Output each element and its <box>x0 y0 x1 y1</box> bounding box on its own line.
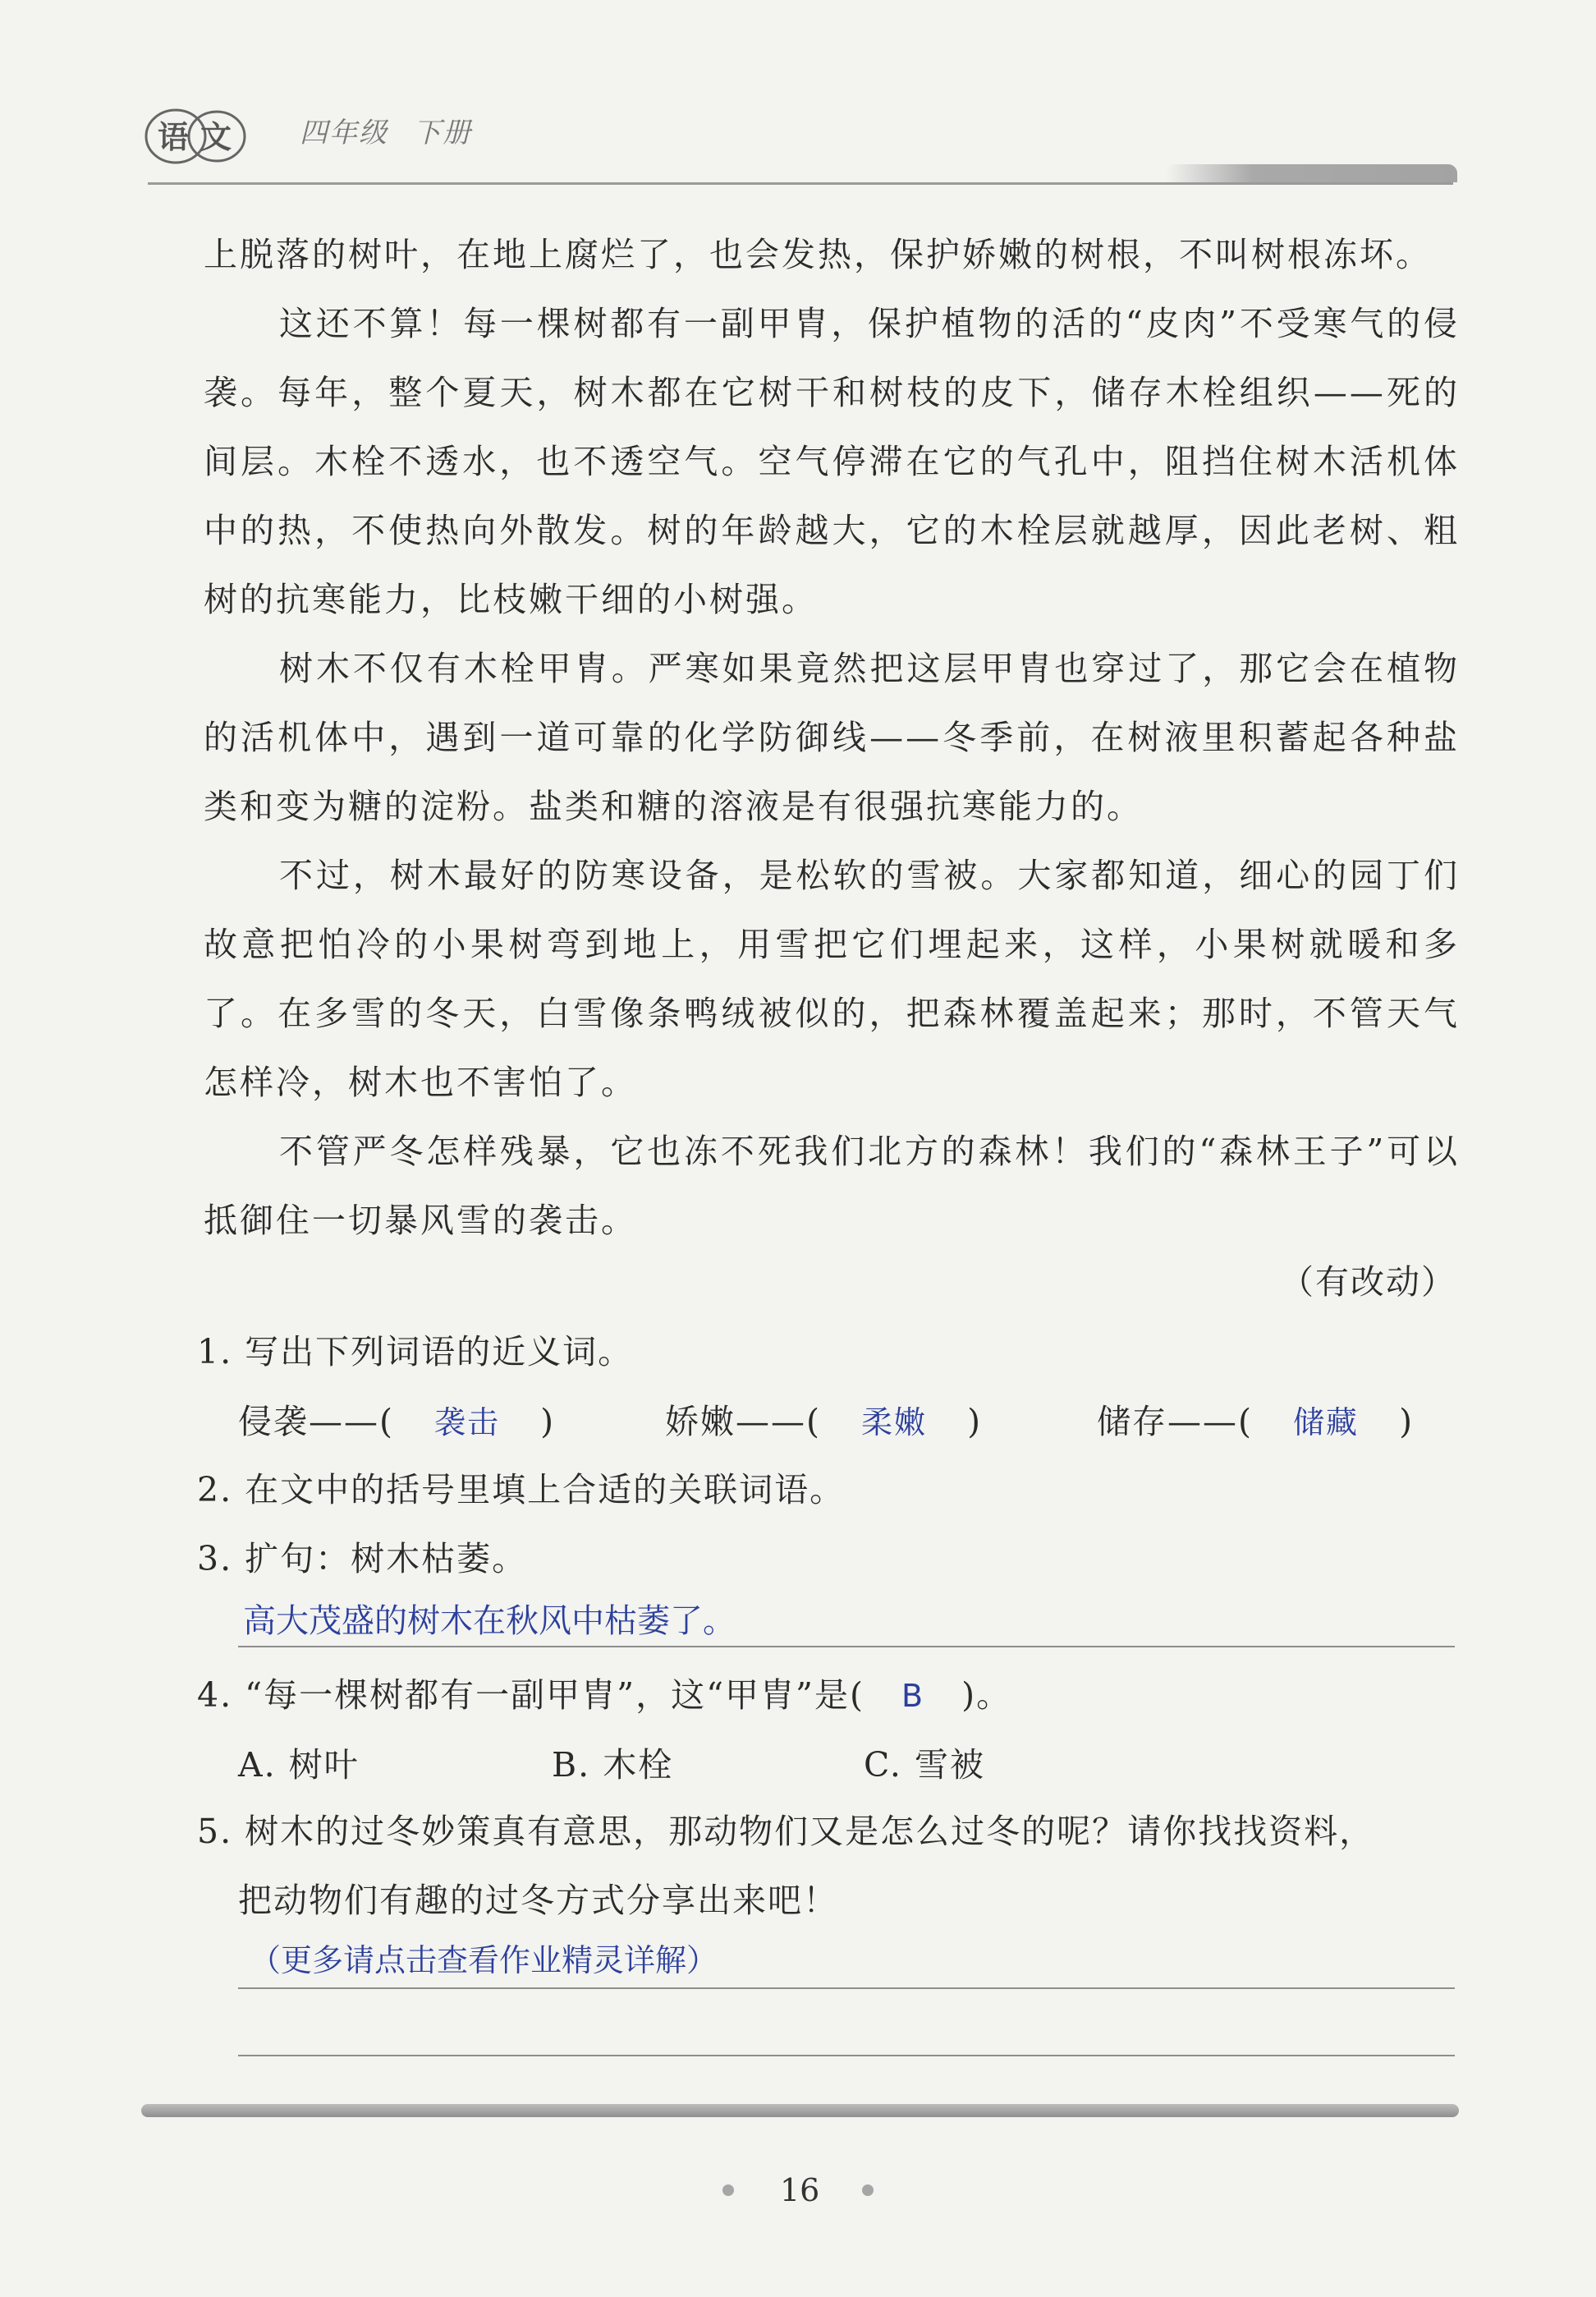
question-1: 1. 写出下列词语的近义词。 <box>197 1332 634 1371</box>
synonym-answer-1: 袭击 <box>434 1404 501 1440</box>
passage-paragraph-2: 这还不算！每一棵树都有一副甲胄，保护植物的活的“皮肉”不受寒气的侵袭。每年，整个夏天，树木都在它树干和树枝的皮下，储存木栓组织——死的间层。木栓不透水，也不透空气。空气停滞在它的气孔中，阻挡住树木活机体中的热，不使热向外散发。树的年龄越大，它的木栓层就越厚，因此老树、粗树的抗寒能力，比枝嫩干细的小树强。 <box>204 304 1460 619</box>
grade-label <box>300 110 497 150</box>
passage-paragraph-5: 不管严冬怎样残暴，它也冻不死我们北方的森林！我们的“森林王子”可以抵御住一切暴风雪的袭击。 <box>204 1132 1460 1240</box>
logo-text-1: 语 <box>158 119 190 155</box>
question-3: 3. 扩句：树木枯萎。 <box>197 1539 528 1578</box>
passage-paragraph-4: 不过，树木最好的防寒设备，是松软的雪被。大家都知道，细心的园丁们故意把怕冷的小果树弯到地上，用雪把它们埋起来，这样，小果树就暖和多了。在多雪的冬天，白雪像条鸭绒被似的，把森林覆盖起来；那时，不管天气怎样冷，树木也不害怕了。 <box>204 856 1460 1102</box>
page-dot-left <box>722 2184 734 2196</box>
answer-line-q5-1 <box>238 1987 1455 1989</box>
question-4-answer: B <box>901 1678 925 1714</box>
synonym-answer-3: 储藏 <box>1293 1404 1360 1440</box>
option-c: C. 雪被 <box>864 1745 985 1785</box>
synonym-close-3: ) <box>1399 1402 1415 1441</box>
question-3-answer: 高大茂盛的树木在秋风中枯萎了。 <box>243 1602 736 1640</box>
synonym-item-1 <box>238 1394 555 1443</box>
option-b: B. 木栓 <box>552 1745 674 1785</box>
question-5-answer[interactable]: （更多请点击查看作业精灵详解） <box>250 1942 718 1978</box>
source-note: （有改动） <box>1280 1262 1456 1302</box>
subject-logo <box>141 105 248 166</box>
grade-text: 四年级 <box>300 117 388 149</box>
question-4-close: )。 <box>961 1675 1012 1715</box>
logo-text-2: 文 <box>200 119 232 155</box>
answer-line-q5-2 <box>238 2055 1455 2056</box>
answer-line-q3 <box>238 1646 1455 1647</box>
question-5-line-1: 5. 树木的过冬妙策真有意思，那动物们又是怎么过冬的呢？请你找找资料， <box>197 1812 1375 1851</box>
synonym-answer-2: 柔嫩 <box>861 1404 928 1440</box>
synonym-close-1: ) <box>540 1402 556 1441</box>
question-4-text: 4. “每一棵树都有一副甲胄”，这“甲胄”是( <box>197 1675 864 1715</box>
synonym-item-3 <box>1097 1394 1414 1443</box>
synonym-item-2 <box>665 1394 982 1443</box>
question-2: 2. 在文中的括号里填上合适的关联词语。 <box>197 1470 846 1509</box>
question-5-line-2: 把动物们有趣的过冬方式分享出来吧！ <box>238 1881 838 1920</box>
option-a: A. 树叶 <box>238 1745 360 1785</box>
synonym-word-1: 侵袭——( <box>238 1402 394 1441</box>
passage-paragraph-3: 树木不仅有木栓甲胄。严寒如果竟然把这层甲胄也穿过了，那它会在植物的活机体中，遇到一道可靠的化学防御线——冬季前，在树液里积蓄起各种盐类和变为糖的淀粉。盐类和糖的溶液是有很强抗寒能力的。 <box>204 649 1460 826</box>
page-number: 16 <box>780 2172 820 2208</box>
volume-text: 下册 <box>413 117 472 149</box>
header-rule <box>148 182 1453 185</box>
footer-decor-bar <box>141 2104 1459 2117</box>
header-decor-bar <box>1166 164 1457 182</box>
subject-logo-icon <box>141 105 248 166</box>
synonym-close-2: ) <box>967 1402 983 1441</box>
question-4 <box>197 1670 1011 1720</box>
page-dot-right <box>862 2184 874 2196</box>
passage-paragraph-1: 上脱落的树叶，在地上腐烂了，也会发热，保护娇嫩的树根，不叫树根冻坏。 <box>204 235 1432 274</box>
synonym-word-3: 储存——( <box>1097 1402 1253 1441</box>
synonym-word-2: 娇嫩——( <box>665 1402 821 1441</box>
